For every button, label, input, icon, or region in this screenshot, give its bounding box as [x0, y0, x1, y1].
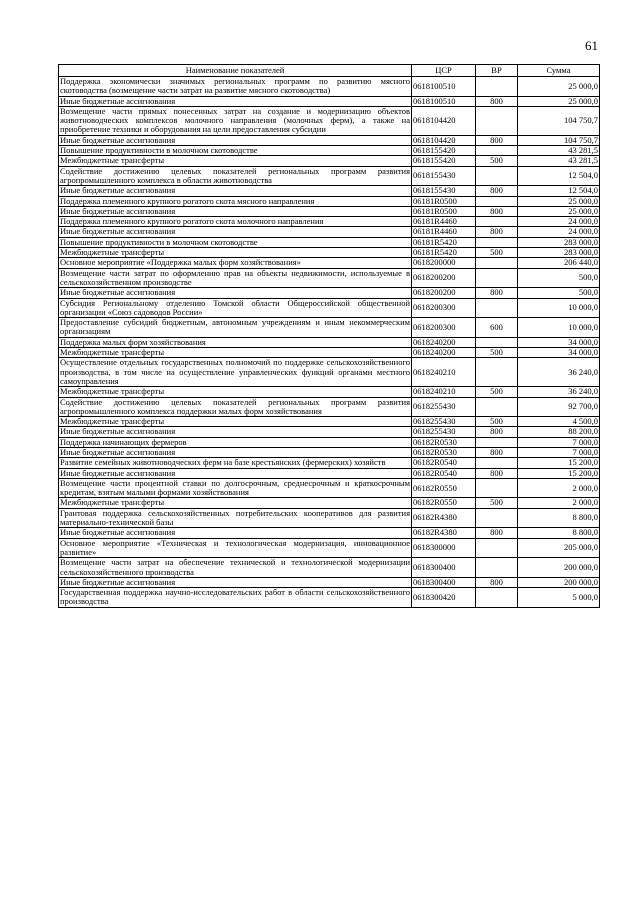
- row-vr-cell: 800: [476, 96, 518, 106]
- row-sum-cell: 15 200,0: [518, 458, 600, 468]
- row-name-cell: Государственная поддержка научно-исследовательских работ в области сельскохозяйственного производства: [60, 587, 410, 607]
- table-row: [59, 447, 600, 457]
- row-name-cell: Иные бюджетные ассигнования: [59, 528, 412, 538]
- row-name-cell: Возмещение части процентной ставки по долгосрочным, среднесрочным и краткосрочным кредитам, взятым малыми формами хозяйствования: [60, 477, 410, 498]
- row-sum-cell: 104 750,7: [518, 135, 600, 145]
- row-sum-cell: 25 000,0: [518, 77, 600, 97]
- row-vr-cell: [476, 146, 518, 156]
- row-sum-cell: 92 700,0: [518, 397, 600, 417]
- row-sum-cell: 205 000,0: [518, 538, 600, 558]
- row-name-cell: Предоставление субсидий бюджетным, автономным учреждениям и иным некоммерческим организациям: [60, 317, 410, 337]
- row-sum-cell: 43 281,5: [518, 146, 600, 156]
- row-code-cell: 0618300000: [412, 538, 476, 558]
- table-row: [59, 166, 600, 186]
- row-name-cell: Поддержка племенного крупного рогатого скота мясного направления: [59, 196, 412, 206]
- row-name-cell: Межбюджетные трансферты: [59, 348, 412, 358]
- row-code-cell: 0618240200: [412, 348, 476, 358]
- row-name-cell: Иные бюджетные ассигнования: [59, 206, 412, 216]
- row-vr-cell: 500: [476, 156, 518, 166]
- row-vr-cell: 500: [476, 387, 518, 397]
- row-sum-cell: 25 000,0: [518, 196, 600, 206]
- row-vr-cell: [476, 337, 518, 347]
- row-sum-cell: 24 000,0: [518, 227, 600, 237]
- table-row: [59, 397, 600, 417]
- row-vr-cell: 500: [476, 498, 518, 508]
- row-sum-cell: 2 000,0: [518, 498, 600, 508]
- row-sum-cell: 25 000,0: [518, 96, 600, 106]
- row-code-cell: 06181R4460: [412, 217, 476, 227]
- row-code-cell: 0618240210: [412, 358, 476, 387]
- row-sum-cell: 283 000,0: [518, 237, 600, 247]
- table-row: [59, 337, 600, 347]
- table-row: [59, 258, 600, 268]
- row-vr-cell: [476, 166, 518, 186]
- row-name-cell: Возмещение части затрат по оформлению прав на объекты недвижимости, используемые в сельскохозяйственном производстве: [60, 267, 410, 287]
- row-name-cell: Иные бюджетные ассигнования: [59, 227, 412, 237]
- row-vr-cell: [476, 258, 518, 268]
- row-name-cell: Поддержка племенного крупного рогатого скота молочного направления: [59, 217, 412, 227]
- table-row: [59, 387, 600, 397]
- row-code-cell: 06182R0530: [412, 447, 476, 457]
- row-vr-cell: [476, 77, 518, 97]
- row-code-cell: 0618300400: [412, 558, 476, 578]
- row-sum-cell: 24 000,0: [518, 217, 600, 227]
- row-code-cell: 06181R0500: [412, 206, 476, 216]
- row-sum-cell: 36 240,0: [518, 358, 600, 387]
- row-sum-cell: 12 504,0: [518, 166, 600, 186]
- table-row: [59, 528, 600, 538]
- row-vr-cell: [476, 458, 518, 468]
- row-code-cell: 0618255430: [412, 417, 476, 427]
- row-name-cell: Иные бюджетные ассигнования: [59, 427, 412, 437]
- row-code-cell: 0618200200: [412, 268, 476, 288]
- row-code-cell: 0618155430: [412, 186, 476, 196]
- row-sum-cell: 25 000,0: [518, 206, 600, 216]
- row-code-cell: 06181R5420: [412, 237, 476, 247]
- row-name-cell: Поддержка начинающих фермеров: [59, 437, 412, 447]
- row-sum-cell: 34 000,0: [518, 348, 600, 358]
- row-code-cell: 0618104420: [412, 106, 476, 135]
- row-sum-cell: 500,0: [518, 268, 600, 288]
- table-row: [59, 358, 600, 387]
- row-name-cell: Развитие семейных животноводческих ферм на базе крестьянских (фермерских) хозяйств: [59, 458, 412, 468]
- row-code-cell: 0618300400: [412, 577, 476, 587]
- row-vr-cell: [476, 478, 518, 498]
- row-sum-cell: 36 240,0: [518, 387, 600, 397]
- row-sum-cell: 200 000,0: [518, 577, 600, 587]
- table-row: [59, 577, 600, 587]
- row-vr-cell: 800: [476, 186, 518, 196]
- row-vr-cell: [476, 558, 518, 578]
- table-row: [59, 298, 600, 318]
- row-code-cell: 0618155420: [412, 156, 476, 166]
- row-vr-cell: [476, 106, 518, 135]
- table-row: [59, 248, 600, 258]
- row-name-cell: Иные бюджетные ассигнования: [59, 577, 412, 587]
- row-code-cell: 0618155420: [412, 146, 476, 156]
- row-sum-cell: 10 000,0: [518, 318, 600, 338]
- row-code-cell: 06182R0540: [412, 468, 476, 478]
- row-sum-cell: 88 200,0: [518, 427, 600, 437]
- row-vr-cell: 800: [476, 577, 518, 587]
- table-body: [59, 77, 600, 608]
- row-name-cell: Иные бюджетные ассигнования: [59, 186, 412, 196]
- table-row: [59, 237, 600, 247]
- row-vr-cell: 800: [476, 427, 518, 437]
- header-name: Наименование показателей: [59, 65, 412, 77]
- table-row: [59, 468, 600, 478]
- table-row: [59, 106, 600, 135]
- row-name-cell: Повышение продуктивности в молочном скотоводстве: [59, 146, 412, 156]
- row-name-cell: Содействие достижению целевых показателей региональных программ развития агропромышленного комплекса в области животноводства: [60, 165, 410, 185]
- row-name-cell: Иные бюджетные ассигнования: [59, 135, 412, 145]
- header-sum: Сумма: [518, 65, 600, 77]
- row-code-cell: 0618240210: [412, 387, 476, 397]
- table-row: [59, 288, 600, 298]
- row-vr-cell: [476, 508, 518, 528]
- row-code-cell: 06182R0530: [412, 437, 476, 447]
- table-row: [59, 268, 600, 288]
- row-name-cell: Возмещение части прямых понесенных затрат на создание и модернизацию объектов животноводческих комплексов молочного направления (молочных ферм), а также на приобретение техники и оборудования на цели предоставления субсидии: [60, 105, 410, 135]
- row-code-cell: 06182R4380: [412, 528, 476, 538]
- row-name-cell: Содействие достижению целевых показателей региональных программ развития агропромышленного комплекса поддержки малых форм хозяйствования: [60, 396, 410, 416]
- row-vr-cell: [476, 397, 518, 417]
- row-name-cell: Иные бюджетные ассигнования: [59, 468, 412, 478]
- row-sum-cell: 15 200,0: [518, 468, 600, 478]
- row-name-cell: Иные бюджетные ассигнования: [59, 288, 412, 298]
- row-sum-cell: 43 281,5: [518, 156, 600, 166]
- table-row: [59, 538, 600, 558]
- row-name-cell: Основное мероприятие «Поддержка малых форм хозяйствования»: [59, 258, 412, 268]
- row-name-cell: Поддержка малых форм хозяйствования: [59, 337, 412, 347]
- table-row: [59, 146, 600, 156]
- row-code-cell: 06182R4380: [412, 508, 476, 528]
- table-row: [59, 196, 600, 206]
- row-code-cell: 0618200300: [412, 298, 476, 318]
- row-code-cell: 0618240200: [412, 337, 476, 347]
- table-row: [59, 227, 600, 237]
- row-vr-cell: [476, 538, 518, 558]
- row-code-cell: 0618200200: [412, 288, 476, 298]
- row-name-cell: Межбюджетные трансферты: [59, 498, 412, 508]
- row-name-cell: Межбюджетные трансферты: [59, 387, 412, 397]
- row-vr-cell: [476, 588, 518, 608]
- page-number: 61: [585, 38, 598, 53]
- row-vr-cell: 800: [476, 447, 518, 457]
- row-sum-cell: 7 000,0: [518, 447, 600, 457]
- row-sum-cell: 34 000,0: [518, 337, 600, 347]
- row-name-cell: Межбюджетные трансферты: [59, 248, 412, 258]
- row-code-cell: 0618100510: [412, 77, 476, 97]
- row-sum-cell: 12 504,0: [518, 186, 600, 196]
- row-vr-cell: 800: [476, 206, 518, 216]
- table-header-row: [59, 65, 600, 77]
- row-name-cell: Субсидия Региональному отделению Томской области Общероссийской общественной организации «Союз садоводов России»: [60, 297, 410, 317]
- row-vr-cell: [476, 196, 518, 206]
- table-row: [59, 498, 600, 508]
- table-row: [59, 135, 600, 145]
- table-row: [59, 508, 600, 528]
- row-sum-cell: 104 750,7: [518, 106, 600, 135]
- row-name-cell: Осуществление отдельных государственных полномочий по поддержке сельскохозяйственного производства, в том числе на осуществление управленческих функций органами местного самоуправления: [60, 357, 410, 386]
- row-sum-cell: 5 000,0: [518, 588, 600, 608]
- row-sum-cell: 8 800,0: [518, 528, 600, 538]
- table-row: [59, 417, 600, 427]
- row-vr-cell: 500: [476, 348, 518, 358]
- row-vr-cell: [476, 437, 518, 447]
- row-vr-cell: [476, 268, 518, 288]
- table-row: [59, 186, 600, 196]
- row-code-cell: 0618255430: [412, 397, 476, 417]
- row-sum-cell: 8 800,0: [518, 508, 600, 528]
- table-row: [59, 206, 600, 216]
- row-sum-cell: 283 000,0: [518, 248, 600, 258]
- row-vr-cell: [476, 298, 518, 318]
- row-sum-cell: 2 000,0: [518, 478, 600, 498]
- row-vr-cell: [476, 237, 518, 247]
- table-row: [59, 156, 600, 166]
- row-vr-cell: [476, 217, 518, 227]
- table-row: [59, 348, 600, 358]
- row-code-cell: 06181R0500: [412, 196, 476, 206]
- row-code-cell: 0618255430: [412, 427, 476, 437]
- row-vr-cell: 500: [476, 248, 518, 258]
- row-name-cell: Иные бюджетные ассигнования: [59, 96, 412, 106]
- row-sum-cell: 206 440,0: [518, 258, 600, 268]
- table-row: [59, 588, 600, 608]
- row-vr-cell: 800: [476, 288, 518, 298]
- row-vr-cell: 500: [476, 417, 518, 427]
- budget-table: [58, 64, 600, 608]
- row-sum-cell: 7 000,0: [518, 437, 600, 447]
- table-row: [59, 478, 600, 498]
- table-row: [59, 77, 600, 97]
- row-name-cell: Грантовая поддержка сельскохозяйственных потребительских кооперативов для развития материально-технической базы: [60, 507, 410, 528]
- header-vr: ВР: [476, 65, 518, 77]
- row-vr-cell: 800: [476, 135, 518, 145]
- row-code-cell: 0618300420: [412, 588, 476, 608]
- row-code-cell: 0618200000: [412, 258, 476, 268]
- row-code-cell: 06182R0540: [412, 458, 476, 468]
- row-vr-cell: 600: [476, 318, 518, 338]
- table-row: [59, 558, 600, 578]
- row-code-cell: 0618155430: [412, 166, 476, 186]
- row-name-cell: Возмещение части затрат на обеспечение технической и технологической модернизации сельскохозяйственного производства: [60, 557, 410, 577]
- row-code-cell: 06182R0550: [412, 478, 476, 498]
- row-name-cell: Основное мероприятие «Техническая и технологическая модернизация, инновационное развитие»: [60, 537, 410, 557]
- row-name-cell: Иные бюджетные ассигнования: [59, 447, 412, 457]
- row-code-cell: 0618100510: [412, 96, 476, 106]
- row-code-cell: 06182R0550: [412, 498, 476, 508]
- row-vr-cell: [476, 358, 518, 387]
- row-sum-cell: 4 500,0: [518, 417, 600, 427]
- row-code-cell: 0618104420: [412, 135, 476, 145]
- row-code-cell: 06181R4460: [412, 227, 476, 237]
- table-row: [59, 318, 600, 338]
- row-vr-cell: 800: [476, 227, 518, 237]
- row-vr-cell: 800: [476, 468, 518, 478]
- row-code-cell: 06181R5420: [412, 248, 476, 258]
- row-name-cell: Межбюджетные трансферты: [59, 417, 412, 427]
- row-vr-cell: 800: [476, 528, 518, 538]
- row-name-cell: Повышение продуктивности в молочном скотоводстве: [59, 237, 412, 247]
- row-name-cell: Межбюджетные трансферты: [59, 156, 412, 166]
- row-code-cell: 0618200300: [412, 318, 476, 338]
- table-row: [59, 458, 600, 468]
- row-sum-cell: 10 000,0: [518, 298, 600, 318]
- table-row: [59, 427, 600, 437]
- row-sum-cell: 500,0: [518, 288, 600, 298]
- table-row: [59, 96, 600, 106]
- table-row: [59, 217, 600, 227]
- row-name-cell: Поддержка экономически значимых региональных программ по развитию мясного скотоводства (возмещение части затрат на развитие мясного скотоводства): [60, 76, 410, 96]
- row-sum-cell: 200 000,0: [518, 558, 600, 578]
- table-row: [59, 437, 600, 447]
- header-code: ЦСР: [412, 65, 476, 77]
